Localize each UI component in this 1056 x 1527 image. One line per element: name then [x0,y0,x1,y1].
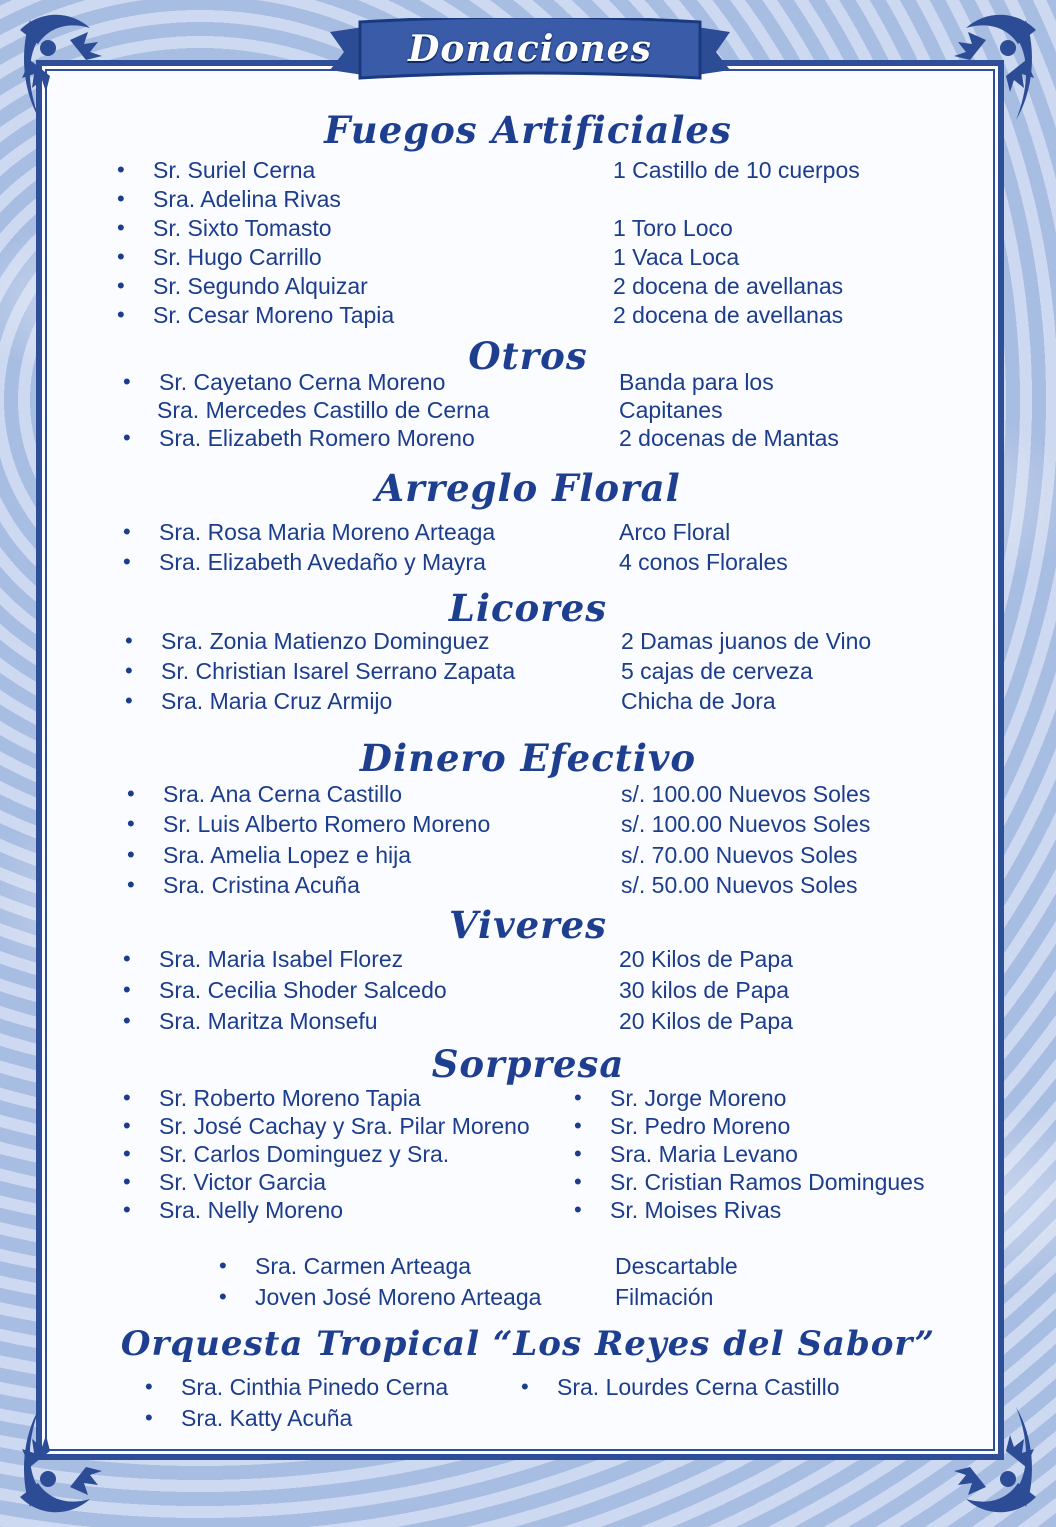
donor-name: • Sra. Ana Cerna Castillo [163,780,402,808]
donation-item: 20 Kilos de Papa [619,1008,793,1034]
donor-name: • Sr. Sixto Tomasto [153,214,332,242]
title-banner [330,18,730,82]
donor-name: • Sra. Cinthia Pinedo Cerna [181,1373,448,1401]
donor-name: • Sr. Victor Garcia [159,1168,326,1196]
donor-name: • Sra. Maria Levano [610,1140,798,1168]
donation-item: Filmación [615,1284,714,1310]
corner-ornament-bottom-right [906,1377,1056,1527]
heading-viveres: Viveres [448,903,608,947]
donor-name: Sra. Mercedes Castillo de Cerna [157,397,490,423]
donation-item: 4 conos Florales [619,549,788,575]
donor-name: • Sra. Maritza Monsefu [159,1007,378,1035]
donor-name: • Sr. Carlos Dominguez y Sra. [159,1140,449,1168]
heading-fuegos-artificiales: Fuegos Artificiales [324,108,732,152]
donation-item: Chicha de Jora [621,688,776,714]
heading-dinero-efectivo: Dinero Efectivo [359,736,697,780]
donation-item: s/. 50.00 Nuevos Soles [621,872,858,898]
donation-item: 1 Toro Loco [613,215,733,241]
donor-name: • Sra. Elizabeth Avedaño y Mayra [159,548,486,576]
donation-item: Descartable [615,1253,738,1279]
donor-name: • Sr. Moises Rivas [610,1196,781,1224]
donor-name: • Sra. Maria Isabel Florez [159,945,403,973]
donor-name: • Sra. Cecilia Shoder Salcedo [159,976,447,1004]
holly-ornament-icon [906,1377,1056,1527]
donor-name: • Sr. Pedro Moreno [610,1112,790,1140]
holly-ornament-icon [0,1377,150,1527]
donation-item: Capitanes [619,397,723,423]
heading-licores: Licores [448,586,608,630]
donor-name: • Sr. Christian Isarel Serrano Zapata [161,657,515,685]
heading-otros: Otros [468,334,588,378]
heading-sorpresa: Sorpresa [431,1042,625,1086]
donor-name: • Sra. Carmen Arteaga [255,1252,471,1280]
donation-item: 2 docena de avellanas [613,302,844,328]
donor-name: • Sr. Cayetano Cerna Moreno [159,368,445,396]
donor-name: • Sr. José Cachay y Sra. Pilar Moreno [159,1112,530,1140]
donation-item: 2 docena de avellanas [613,273,844,299]
donor-name: • Sra. Cristina Acuña [163,871,360,899]
donation-item: 20 Kilos de Papa [619,946,793,972]
donor-name: • Sra. Nelly Moreno [159,1196,343,1224]
donation-item: 2 Damas juanos de Vino [621,628,872,654]
donor-name: • Joven José Moreno Arteaga [255,1283,541,1311]
donation-item: 1 Castillo de 10 cuerpos [613,157,860,183]
donor-name: • Sr. Roberto Moreno Tapia [159,1084,421,1112]
heading-arreglo-floral: Arreglo Floral [375,466,681,510]
donation-item: 30 kilos de Papa [619,977,790,1003]
donation-item: Arco Floral [619,519,731,545]
donor-name: • Sr. Jorge Moreno [610,1084,786,1112]
donor-name: • Sra. Katty Acuña [181,1404,352,1432]
donor-name: • Sra. Elizabeth Romero Moreno [159,424,475,452]
donation-item: s/. 100.00 Nuevos Soles [621,811,871,837]
donation-item: s/. 70.00 Nuevos Soles [621,842,858,868]
donation-item: 5 cajas de cerveza [621,658,813,684]
donor-name: • Sra. Adelina Rivas [153,185,341,213]
donation-item: s/. 100.00 Nuevos Soles [621,781,871,807]
donation-item: 1 Vaca Loca [613,244,740,270]
donor-name: • Sra. Zonia Matienzo Dominguez [161,627,490,655]
donor-name: • Sra. Lourdes Cerna Castillo [557,1373,840,1401]
corner-ornament-bottom-left [0,1377,150,1527]
donor-name: • Sr. Segundo Alquizar [153,272,368,300]
donor-name: • Sra. Maria Cruz Armijo [161,687,392,715]
banner-title: Donaciones [408,28,652,70]
donor-name: • Sra. Amelia Lopez e hija [163,841,411,869]
donation-item: 2 docenas de Mantas [619,425,839,451]
donor-name: • Sr. Cesar Moreno Tapia [153,301,394,329]
heading-orquesta: Orquesta Tropical “Los Reyes del Sabor” [120,1324,936,1364]
donor-name: • Sra. Rosa Maria Moreno Arteaga [159,518,495,546]
donation-item: Banda para los [619,369,774,395]
donor-name: • Sr. Luis Alberto Romero Moreno [163,810,490,838]
donor-name: • Sr. Hugo Carrillo [153,243,322,271]
donor-name: • Sr. Suriel Cerna [153,156,315,184]
donor-name: • Sr. Cristian Ramos Domingues [610,1168,924,1196]
